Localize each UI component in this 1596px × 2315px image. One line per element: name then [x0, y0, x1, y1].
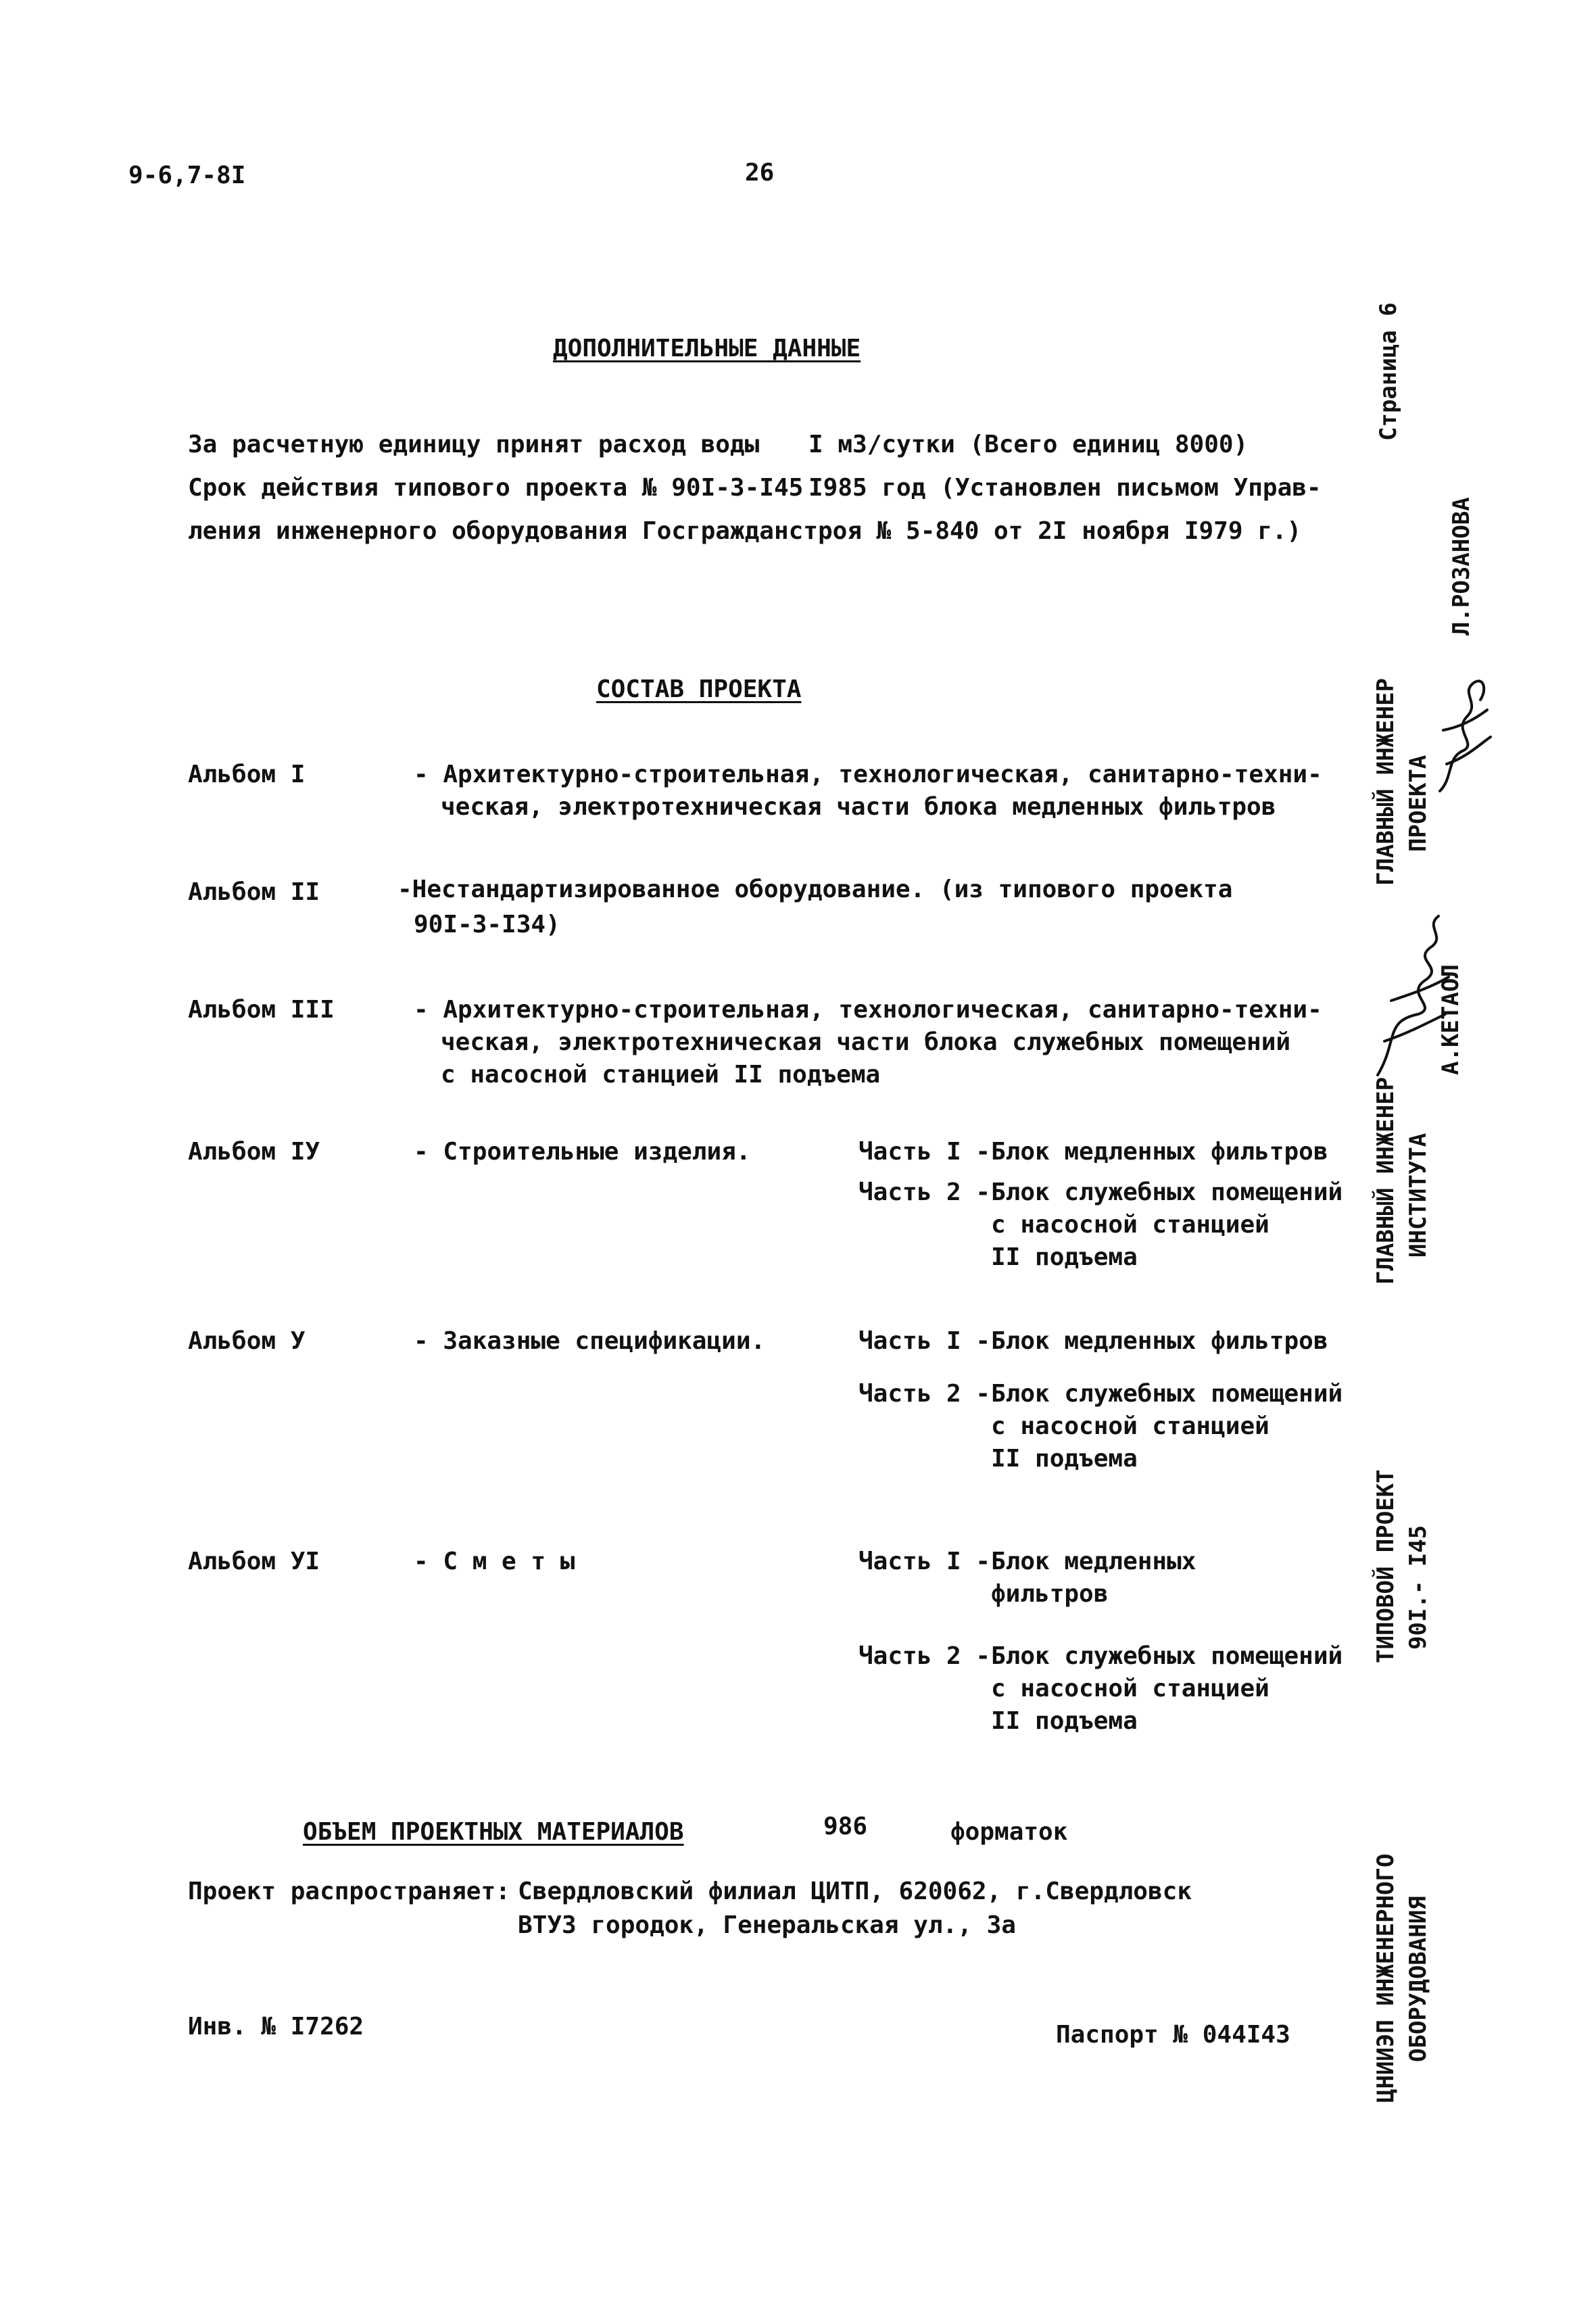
- document-code: 9-6,7-8I: [128, 162, 246, 189]
- album-desc-line: - Архитектурно-строительная, технологическая, санитарно-техни-: [414, 996, 1322, 1024]
- volume-unit: форматок: [950, 1818, 1068, 1846]
- part-line: с насосной станцией: [991, 1412, 1269, 1440]
- album-name: Альбом У: [188, 1327, 306, 1355]
- part-line: с насосной станцией: [991, 1211, 1269, 1239]
- album-desc-line: с насосной станцией II подъема: [441, 1061, 881, 1089]
- part-line: Блок служебных помещений: [991, 1178, 1343, 1206]
- side-chief-name: А.КЕТАОЛ: [1437, 964, 1464, 1075]
- part-line: II подъема: [991, 1243, 1138, 1271]
- distribution-label: Проект распространяет:: [188, 1878, 510, 1905]
- album-name: Альбом IУ: [188, 1138, 320, 1166]
- part-line: фильтров: [991, 1580, 1109, 1608]
- side-gip-name: Л.РОЗАНОВА: [1448, 497, 1475, 636]
- distribution-line: Свердловский филиал ЦИТП, 620062, г.Свердловск: [518, 1878, 1192, 1905]
- part-label: Часть 2 -: [859, 1380, 991, 1408]
- part-label: Часть I -: [859, 1138, 991, 1166]
- album-desc-line: ческая, электротехническая части блока служебных помещений: [441, 1028, 1291, 1056]
- additional-data-title: ДОПОЛНИТЕЛЬНЫЕ ДАННЫЕ: [553, 335, 861, 362]
- album-name: Альбом III: [188, 996, 335, 1024]
- part-label: Часть 2 -: [859, 1178, 991, 1206]
- part-label: Часть 2 -: [859, 1642, 991, 1670]
- volume-label: ОБЪЕМ ПРОЕКТНЫХ МАТЕРИАЛОВ: [303, 1818, 684, 1846]
- album-desc-line: - Заказные спецификации.: [414, 1327, 766, 1355]
- part-line: II подъема: [991, 1445, 1138, 1473]
- validity-value: I985 год (Установлен письмом Управ-: [808, 474, 1322, 502]
- validity-continuation: ления инженерного оборудования Госгражданстроя № 5-840 от 2I ноября I979 г.): [188, 517, 1302, 545]
- calc-unit-value: I м3/сутки (Всего единиц 8000): [808, 431, 1249, 458]
- part-line: Блок служебных помещений: [991, 1380, 1343, 1408]
- album-desc-line: -Нестандартизированное оборудование. (из типового проекта: [397, 876, 1233, 903]
- side-organization: ОБОРУДОВАНИЯ: [1405, 1896, 1432, 2062]
- part-line: Блок медленных фильтров: [991, 1327, 1328, 1355]
- side-gip-title: ГЛАВНЫЙ ИНЖЕНЕР: [1372, 677, 1399, 886]
- album-desc-line: ческая, электротехническая части блока медленных фильтров: [441, 793, 1276, 821]
- part-line: Блок служебных помещений: [991, 1642, 1343, 1670]
- part-line: с насосной станцией: [991, 1675, 1269, 1702]
- chief-signature: [1364, 906, 1459, 1082]
- side-chief-title: ИНСТИТУТА: [1405, 1132, 1432, 1258]
- album-name: Альбом I: [188, 761, 306, 788]
- side-organization: ЦНИИЭП ИНЖЕНЕРНОГО: [1372, 1853, 1399, 2103]
- part-line: Блок медленных: [991, 1548, 1196, 1575]
- side-gip-title: ПРОЕКТА: [1405, 755, 1432, 852]
- album-desc-line: - С м е т ы: [414, 1548, 575, 1575]
- side-project-title: ТИПОВОЙ ПРОЕКТ: [1372, 1469, 1399, 1663]
- part-line: II подъема: [991, 1707, 1138, 1735]
- calc-unit-label: За расчетную единицу принят расход воды: [188, 431, 760, 458]
- validity-label: Срок действия типового проекта № 90I-3-I45: [188, 474, 804, 502]
- part-label: Часть I -: [859, 1327, 991, 1355]
- side-chief-title: ГЛАВНЫЙ ИНЖЕНЕР: [1372, 1076, 1399, 1285]
- album-desc-line: 90I-3-I34): [414, 911, 560, 938]
- gip-signature: [1426, 663, 1501, 798]
- part-line: Блок медленных фильтров: [991, 1138, 1328, 1166]
- side-page-label: Страница 6: [1375, 302, 1402, 441]
- side-project-number: 90I.- I45: [1405, 1525, 1432, 1650]
- album-desc-line: - Архитектурно-строительная, технологическая, санитарно-техни-: [414, 761, 1322, 788]
- distribution-line: ВТУЗ городок, Генеральская ул., 3а: [518, 1911, 1016, 1939]
- album-name: Альбом II: [188, 878, 320, 906]
- page-number: 26: [745, 159, 775, 187]
- passport-number: Паспорт № 044I43: [1056, 2021, 1290, 2049]
- album-desc-line: - Строительные изделия.: [414, 1138, 751, 1166]
- volume-value: 986: [823, 1813, 868, 1840]
- composition-title: СОСТАВ ПРОЕКТА: [596, 675, 802, 703]
- inventory-number: Инв. № I7262: [188, 2013, 364, 2040]
- album-name: Альбом УI: [188, 1548, 320, 1575]
- part-label: Часть I -: [859, 1548, 991, 1575]
